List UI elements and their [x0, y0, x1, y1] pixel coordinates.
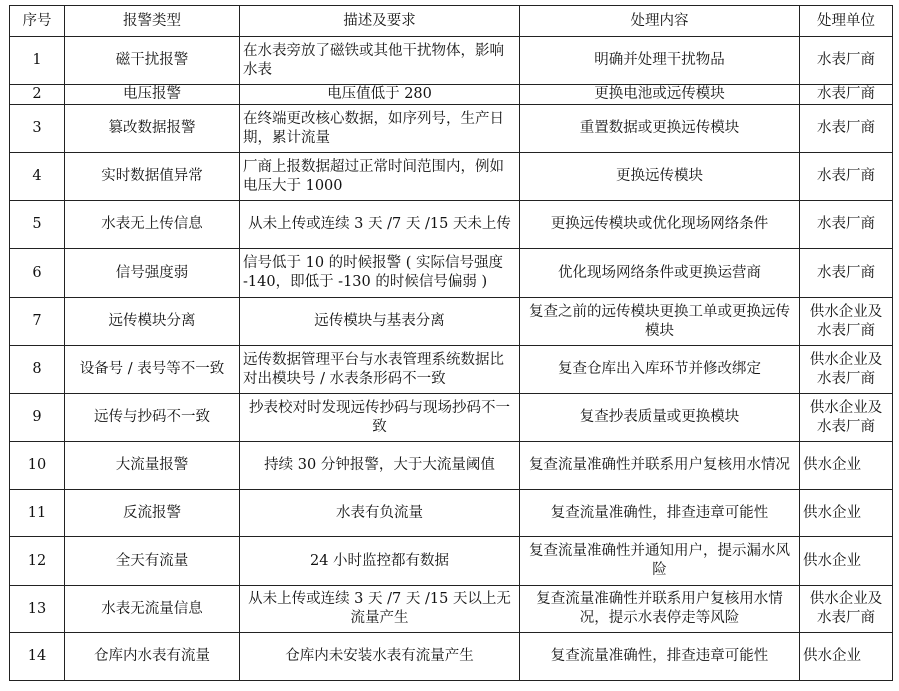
- cell-type: 水表无上传信息: [65, 201, 240, 249]
- table-row: [10, 442, 893, 490]
- cell-action: 复查流量准确性并联系用户复核用水情况: [520, 442, 800, 490]
- cell-action: 优化现场网络条件或更换运营商: [520, 249, 800, 298]
- cell-action: 复查之前的远传模块更换工单或更换远传模块: [520, 298, 800, 346]
- cell-action: 更换远传模块或优化现场网络条件: [520, 201, 800, 249]
- cell-unit: 水表厂商: [800, 37, 893, 85]
- table-row: [10, 394, 893, 442]
- cell-type: 远传与抄码不一致: [65, 394, 240, 442]
- table-row: [10, 105, 893, 153]
- cell-action: 复查流量准确性并通知用户，提示漏水风险: [520, 537, 800, 586]
- cell-type: 大流量报警: [65, 442, 240, 490]
- cell-type: 电压报警: [65, 85, 240, 105]
- cell-action: 更换远传模块: [520, 153, 800, 201]
- cell-action: 复查仓库出入库环节并修改绑定: [520, 346, 800, 394]
- cell-desc: 仓库内未安装水表有流量产生: [240, 633, 520, 681]
- cell-desc: 远传模块与基表分离: [240, 298, 520, 346]
- cell-type: 全天有流量: [65, 537, 240, 586]
- cell-unit: 供水企业及水表厂商: [800, 298, 893, 346]
- cell-no: 12: [10, 537, 65, 586]
- cell-no: 5: [10, 201, 65, 249]
- cell-unit: 供水企业: [800, 442, 893, 490]
- cell-desc: 水表有负流量: [240, 490, 520, 537]
- cell-type: 水表无流量信息: [65, 586, 240, 633]
- cell-unit: 水表厂商: [800, 153, 893, 201]
- alarm-table: [9, 5, 893, 681]
- cell-desc: 从未上传或连续 3 天 /7 天 /15 天未上传: [240, 201, 520, 249]
- cell-no: 9: [10, 394, 65, 442]
- cell-action: 更换电池或远传模块: [520, 85, 800, 105]
- cell-desc: 远传数据管理平台与水表管理系统数据比对出模块号 / 水表条形码不一致: [240, 346, 520, 394]
- cell-unit: 供水企业: [800, 490, 893, 537]
- cell-action: 复查抄表质量或更换模块: [520, 394, 800, 442]
- cell-unit: 供水企业及水表厂商: [800, 586, 893, 633]
- cell-type: 篡改数据报警: [65, 105, 240, 153]
- cell-no: 8: [10, 346, 65, 394]
- header-desc: 描述及要求: [240, 6, 520, 37]
- table-row: [10, 37, 893, 85]
- table-row: [10, 537, 893, 586]
- cell-action: 明确并处理干扰物品: [520, 37, 800, 85]
- cell-no: 3: [10, 105, 65, 153]
- cell-type: 仓库内水表有流量: [65, 633, 240, 681]
- table-container: [9, 5, 893, 681]
- cell-desc: 在水表旁放了磁铁或其他干扰物体，影响水表: [240, 37, 520, 85]
- cell-unit: 供水企业: [800, 633, 893, 681]
- table-row: [10, 85, 893, 105]
- table-row: [10, 586, 893, 633]
- cell-unit: 供水企业: [800, 537, 893, 586]
- cell-type: 磁干扰报警: [65, 37, 240, 85]
- table-row: [10, 201, 893, 249]
- cell-unit: 水表厂商: [800, 249, 893, 298]
- cell-unit: 水表厂商: [800, 201, 893, 249]
- cell-no: 10: [10, 442, 65, 490]
- cell-desc: 持续 30 分钟报警，大于大流量阈值: [240, 442, 520, 490]
- table-row: [10, 249, 893, 298]
- cell-no: 2: [10, 85, 65, 105]
- cell-desc: 信号低于 10 的时候报警 ( 实际信号强度 -140，即低于 -130 的时候信号偏弱 ): [240, 249, 520, 298]
- table-row: [10, 490, 893, 537]
- cell-no: 1: [10, 37, 65, 85]
- cell-desc: 24 小时监控都有数据: [240, 537, 520, 586]
- table-row: [10, 633, 893, 681]
- header-no: 序号: [10, 6, 65, 37]
- cell-type: 设备号 / 表号等不一致: [65, 346, 240, 394]
- cell-no: 13: [10, 586, 65, 633]
- cell-no: 4: [10, 153, 65, 201]
- cell-desc: 厂商上报数据超过正常时间范围内，例如电压大于 1000: [240, 153, 520, 201]
- cell-no: 7: [10, 298, 65, 346]
- cell-no: 14: [10, 633, 65, 681]
- cell-desc: 在终端更改核心数据，如序列号，生产日期，累计流量: [240, 105, 520, 153]
- header-type: 报警类型: [65, 6, 240, 37]
- cell-type: 反流报警: [65, 490, 240, 537]
- cell-action: 重置数据或更换远传模块: [520, 105, 800, 153]
- table-row: [10, 153, 893, 201]
- header-unit: 处理单位: [800, 6, 893, 37]
- cell-desc: 电压值低于 280: [240, 85, 520, 105]
- cell-action: 复查流量准确性并联系用户复核用水情况，提示水表停走等风险: [520, 586, 800, 633]
- cell-unit: 供水企业及水表厂商: [800, 394, 893, 442]
- cell-unit: 水表厂商: [800, 85, 893, 105]
- cell-type: 实时数据值异常: [65, 153, 240, 201]
- cell-unit: 供水企业及水表厂商: [800, 346, 893, 394]
- table-row: [10, 346, 893, 394]
- cell-type: 远传模块分离: [65, 298, 240, 346]
- cell-no: 11: [10, 490, 65, 537]
- cell-no: 6: [10, 249, 65, 298]
- cell-unit: 水表厂商: [800, 105, 893, 153]
- cell-desc: 抄表校对时发现远传抄码与现场抄码不一致: [240, 394, 520, 442]
- header-action: 处理内容: [520, 6, 800, 37]
- cell-action: 复查流量准确性，排查违章可能性: [520, 490, 800, 537]
- table-row: [10, 298, 893, 346]
- header-row: [10, 6, 893, 37]
- cell-type: 信号强度弱: [65, 249, 240, 298]
- cell-action: 复查流量准确性，排查违章可能性: [520, 633, 800, 681]
- cell-desc: 从未上传或连续 3 天 /7 天 /15 天以上无流量产生: [240, 586, 520, 633]
